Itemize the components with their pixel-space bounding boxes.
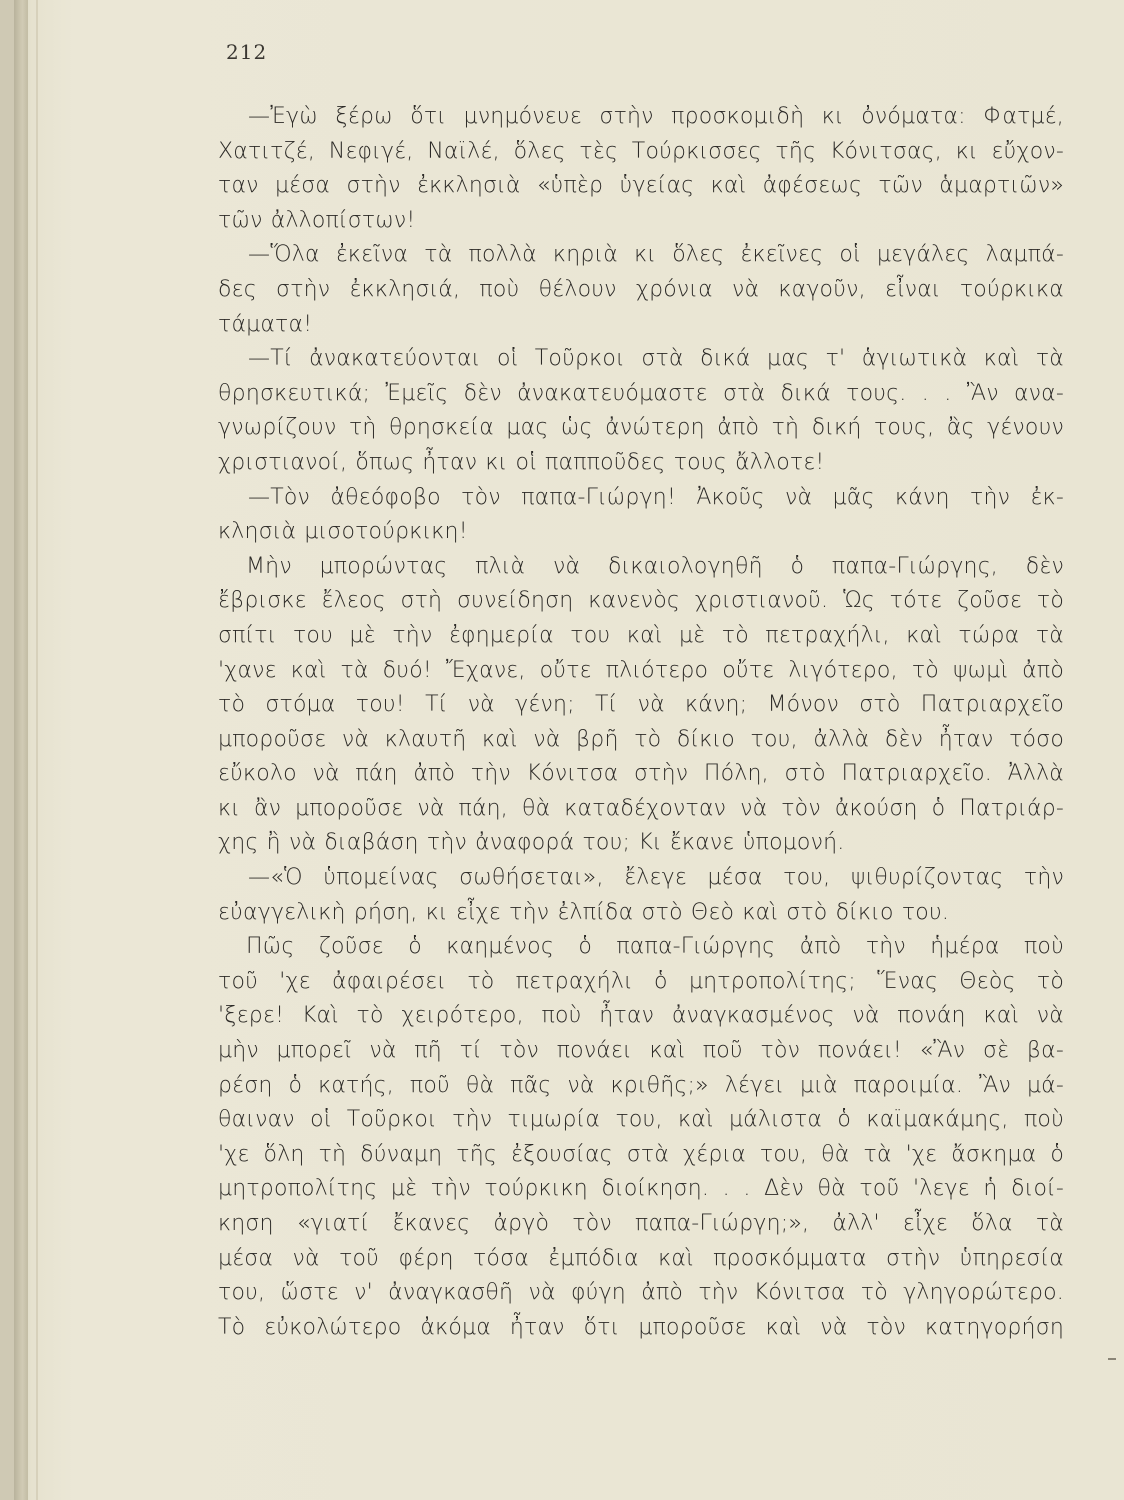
text-line: 'χανε καὶ τὰ δυό! Ἔχανε, οὔτε πλιότερο οὔτε λιγότερο, τὸ ψωμὶ ἀπὸ [218,657,1064,683]
page-number: 212 [226,40,268,64]
text-line: μητροπολίτης μὲ τὴν τούρκικη διοίκηση. . . Δὲν θὰ τοῦ 'λεγε ἡ διοί- [218,1176,1064,1202]
text-line: Μὴν μπορώντας πλιὰ νὰ δικαιολογηθῆ ὁ παπα-Γιώργης, δὲν [246,553,1064,579]
text-line: τάματα! [218,311,313,337]
text-line: εὔκολο νὰ πάη ἀπὸ τὴν Κόνιτσα στὴν Πόλη, στὸ Πατριαρχεῖο. Ἀλλὰ [218,761,1064,787]
text-line: του, ὥστε ν' ἀναγκασθῆ νὰ φύγη ἀπὸ τὴν Κόνιτσα τὸ γληγορώτερο. [218,1280,1064,1306]
page-binding-edge [14,0,28,1500]
text-line: θαιναν οἱ Τοῦρκοι τὴν τιμωρία του, καὶ μάλιστα ὁ καϊμακάμης, ποὺ [218,1107,1064,1133]
text-line: χης ἢ νὰ διαβάση τὴν ἀναφορά του; Κι ἔκανε ὑπομονή. [218,830,845,856]
margin-mark [1108,1358,1116,1360]
body-text [218,100,1064,1345]
text-line: Πῶς ζοῦσε ὁ καημένος ὁ παπα-Γιώργης ἀπὸ τὴν ἡμέρα ποὺ [246,934,1064,960]
text-line: Τὸ εὐκολώτερο ἀκόμα ἦταν ὅτι μποροῦσε καὶ νὰ τὸν κατηγορήση [218,1314,1064,1340]
text-line: Χατιτζέ, Νεφιγέ, Ναϊλέ, ὅλες τὲς Τούρκισσες τῆς Κόνιτσας, κι εὔχον- [218,138,1064,164]
text-line: κλησιὰ μισοτούρκικη! [218,519,468,545]
text-line: γνωρίζουν τὴ θρησκεία μας ὡς ἀνώτερη ἀπὸ τὴ δική τους, ἂς γένουν [218,415,1064,441]
text-line: δες στὴν ἐκκλησιά, ποὺ θέλουν χρόνια νὰ καγοῦν, εἶναι τούρκικα [218,276,1064,302]
text-line: —Ἐγὼ ξέρω ὅτι μνημόνευε στὴν προσκομιδὴ κι ὀνόματα: Φατμέ, [248,104,1064,129]
text-line: —«Ὁ ὑπομείνας σωθήσεται», ἔλεγε μέσα του, ψιθυρίζοντας τὴν [248,865,1064,891]
text-line: χριστιανοί, ὅπως ἦταν κι οἱ παπποῦδες τους ἄλλοτε! [218,449,825,475]
text-line: κηση «γιατί ἔκανες ἀργὸ τὸν παπα-Γιώργη;», ἀλλ' εἶχε ὅλα τὰ [218,1211,1064,1236]
text-line: σπίτι του μὲ τὴν ἐφημερία του καὶ μὲ τὸ πετραχήλι, καὶ τώρα τὰ [218,622,1064,648]
text-line: εὐαγγελικὴ ρήση, κι εἶχε τὴν ἐλπίδα στὸ Θεὸ καὶ στὸ δίκιο του. [218,899,950,925]
text-line: κι ἂν μποροῦσε νὰ πάη, θὰ καταδέχονταν νὰ τὸν ἀκούση ὁ Πατριάρ- [218,795,1064,821]
book-page [14,0,1124,1500]
text-line: θρησκευτικά; Ἐμεῖς δὲν ἀνακατευόμαστε στὰ δικά τους. . . Ἂν ανα- [218,380,1064,406]
text-line: μέσα νὰ τοῦ φέρη τόσα ἐμπόδια καὶ προσκόμματα στὴν ὑπηρεσία [218,1245,1064,1271]
text-line: τοῦ 'χε ἀφαιρέσει τὸ πετραχήλι ὁ μητροπολίτης; Ἕνας Θεὸς τὸ [218,968,1064,994]
text-line: ταν μέσα στὴν ἐκκλησιὰ «ὑπὲρ ὑγείας καὶ ἀφέσεως τῶν ἁμαρτιῶν» [218,173,1064,199]
text-line: ρέση ὁ κατής, ποῦ θὰ πᾶς νὰ κριθῆς;» λέγει μιὰ παροιμία. Ἂν μά- [218,1072,1064,1098]
text-line: —Ὅλα ἐκεῖνα τὰ πολλὰ κηριὰ κι ὅλες ἐκεῖνες οἱ μεγάλες λαμπά- [248,242,1064,268]
text-line: μποροῦσε νὰ κλαυτῆ καὶ νὰ βρῆ τὸ δίκιο του, ἀλλὰ δὲν ἦταν τόσο [218,726,1064,752]
text-line: μὴν μπορεῖ νὰ πῆ τί τὸν πονάει καὶ ποῦ τὸν πονάει! «Ἂν σὲ βα- [218,1038,1064,1064]
text-line: —Τί ἀνακατεύονται οἱ Τοῦρκοι στὰ δικά μας τ' ἁγιωτικὰ καὶ τὰ [248,346,1064,372]
text-line: 'χε ὅλη τὴ δύναμη τῆς ἐξουσίας στὰ χέρια του, θὰ τὰ 'χε ἄσκημα ὁ [218,1141,1064,1167]
text-line: ἔβρισκε ἔλεος στὴ συνείδηση κανενὸς χριστιανοῦ. Ὡς τότε ζοῦσε τὸ [218,588,1064,614]
text-line: —Τὸν ἀθεόφοβο τὸν παπα-Γιώργη! Ἀκοῦς νὰ μᾶς κάνη τὴν ἐκ- [248,484,1064,510]
text-line: 'ξερε! Καὶ τὸ χειρότερο, ποὺ ἦταν ἀναγκασμένος νὰ πονάη καὶ νὰ [218,1003,1064,1029]
text-line: τὸ στόμα του! Τί νὰ γένη; Τί νὰ κάνη; Μόνον στὸ Πατριαρχεῖο [218,692,1064,718]
page-edge-line [36,0,38,1500]
text-line: τῶν ἀλλοπίστων! [218,207,416,233]
